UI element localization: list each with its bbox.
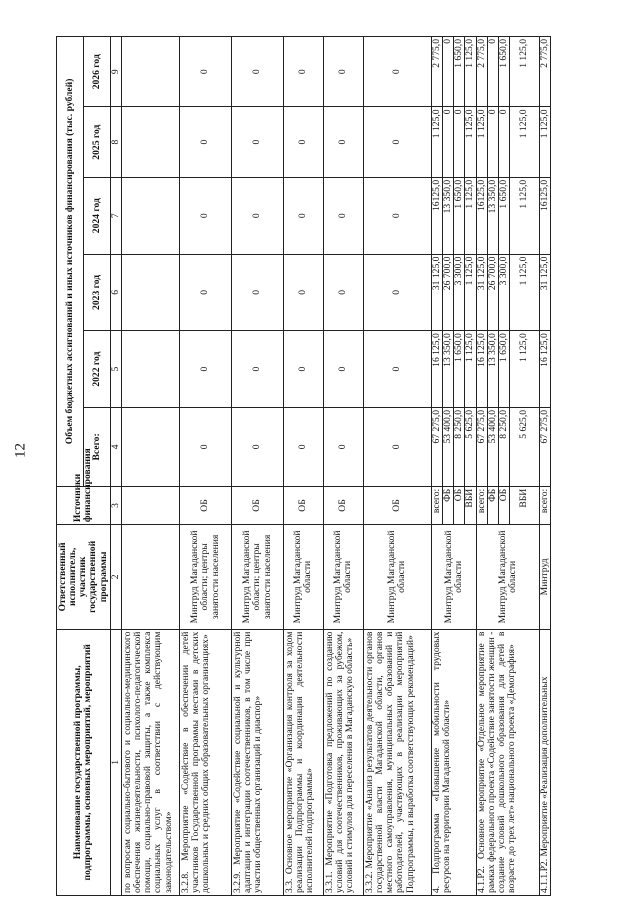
row-value: 1 125,0 [465,177,476,254]
row-value: 0 [231,107,283,177]
row-value: 0 [231,177,283,254]
header-name: Наименование государственной программы, подпрограммы, основных мероприятий, мероприятий [57,629,111,895]
row-value: 31 125,0 [431,254,442,331]
row-value: 0 [443,107,454,177]
row-value: 0 [363,177,431,254]
subprogram-executor: Минтруд Магаданской области [431,525,476,629]
row-value: 0 [363,254,431,331]
row-value: 1 125,0 [465,107,476,177]
row-name: 3.3.2. Мероприятие «Анализ результатов деятельности органов государственной власти Магаданской области, органов местного самоуправления, муниципальных образований и работодателей, участвующих в реализации мероприятий Подпрограммы, и выработка соответствующих рекомендаций» [363,629,431,895]
row-value: 0 [179,407,231,486]
row-value [121,107,179,177]
program-financing-table [56,36,551,896]
row-value: 0 [323,254,363,331]
header-year: 2023 год [83,254,110,331]
header-source: Источники финансирования [57,486,111,524]
row-executor: Минтруд Магаданской области [363,525,431,629]
row-value: 1 650,0 [454,177,465,254]
row-value: 16 125,0 [476,331,487,408]
row-source: ОБ [323,486,363,524]
row-value: 0 [283,331,323,408]
table-row [283,37,323,896]
row-value: 1 125,0 [510,331,540,408]
table-row [540,37,551,896]
row-value: 0 [323,177,363,254]
row-value: 16 125,0 [431,331,442,408]
row-value: 0 [283,177,323,254]
row-name: по вопросам социально-бытового и социально-медицинского обеспечения жизнедеятельности, психолого-педагогической помощи, социально-правовой защиты, а также комплекса социальных услуг в соответствии с действующим законодательством» [121,629,179,895]
row-source: ОБ [179,486,231,524]
table-row [363,37,431,896]
page-number: 12 [12,443,29,458]
row-executor: Минтруд [540,525,551,629]
header-year: 2026 год [83,37,110,107]
row-value: 1 125,0 [540,107,551,177]
row-value: 0 [363,331,431,408]
column-index: 2 [110,525,121,629]
column-index: 8 [110,107,121,177]
row-source: ФБ [487,486,498,524]
row-value: 13 350,0 [443,331,454,408]
row-value: 16125,0 [476,177,487,254]
row-executor [121,525,179,629]
row-value: 2 775,0 [431,37,442,107]
rotated-table-area [56,36,626,896]
subprogram-name: 4. Подпрограмма «Повышение мобильности трудовых ресурсов на территории Магаданской области» [431,629,476,895]
header-executor: Ответственный исполнитель, участник государственной программы [57,525,111,629]
row-value: 31 125,0 [476,254,487,331]
row-value: 0 [231,254,283,331]
row-value: 2 775,0 [476,37,487,107]
row-executor: Минтруд Магаданской области [283,525,323,629]
row-value: 2 775,0 [540,37,551,107]
header-year: 2025 год [83,107,110,177]
row-value: 0 [283,407,323,486]
row-value: 1 125,0 [465,37,476,107]
row-value: 0 [283,37,323,107]
row-value [121,331,179,408]
row-value: 0 [231,37,283,107]
row-source: всего: [540,486,551,524]
column-index: 5 [110,331,121,408]
row-value: 1 125,0 [510,254,540,331]
row-value: 0 [283,254,323,331]
main-activity-executor: Минтруд Магаданской области [476,525,539,629]
row-source [121,486,179,524]
row-name: 3.2.8. Мероприятие «Содействие в обеспечении детей участников Государственной программы местами в детских дошкольных и средних общих образовательных организациях» [179,629,231,895]
row-value: 67 275,0 [540,407,551,486]
table-row [476,37,487,896]
row-source: ВБИ [465,486,476,524]
row-value: 26 700,0 [487,254,498,331]
row-value: 0 [283,107,323,177]
row-value: 0 [323,107,363,177]
row-source: ОБ [454,486,465,524]
row-value: 1 650,0 [498,177,509,254]
row-value: 0 [363,37,431,107]
row-source: ФБ [443,486,454,524]
row-name: 3.3. Основное мероприятие «Организация контроля за ходом реализации Подпрограммы и координация деятельности исполнителей подпрограммы» [283,629,323,895]
row-value [121,254,179,331]
column-index: 9 [110,37,121,107]
row-value: 13 350,0 [443,177,454,254]
row-value: 0 [179,177,231,254]
row-value: 0 [487,37,498,107]
row-value: 0 [179,107,231,177]
column-index: 7 [110,177,121,254]
row-value: 0 [231,331,283,408]
row-value: 5 625,0 [465,407,476,486]
table-row [431,37,442,896]
row-source: ОБ [498,486,509,524]
row-value: 1 650,0 [454,37,465,107]
row-value: 0 [323,331,363,408]
row-value: 0 [179,331,231,408]
row-value: 0 [323,37,363,107]
row-executor: Минтруд Магаданской области; центры занятости населения [179,525,231,629]
header-year: 2022 год [83,331,110,408]
main-activity-name: 4.1.Р2. Основное мероприятие «Отдельное мероприятие в рамках федерального проекта «Содействие занятости женщин - создание условий дошкольного образования для детей в возрасте до трех лет» национального проекта «Демография» [476,629,539,895]
row-value: 0 [179,254,231,331]
header-total: Всего: [83,407,110,486]
row-value: 1 125,0 [431,107,442,177]
row-value: 16 125,0 [540,331,551,408]
row-value: 8 250,0 [454,407,465,486]
row-value: 0 [498,107,509,177]
row-value: 1 125,0 [476,107,487,177]
table-row [323,37,363,896]
row-value: 5 625,0 [510,407,540,486]
row-value: 16125,0 [540,177,551,254]
row-value [121,37,179,107]
row-executor: Минтруд Магаданской области; центры занятости населения [231,525,283,629]
row-value: 1 125,0 [510,177,540,254]
row-value: 1 650,0 [454,331,465,408]
row-name: 4.1.1.Р2. Мероприятие «Реализация дополнительных [540,629,551,895]
row-value: 1 125,0 [465,254,476,331]
row-value: 0 [363,107,431,177]
row-value: 26 700,0 [443,254,454,331]
row-source: ОБ [231,486,283,524]
row-name: 3.3.1. Мероприятие «Подготовка предложений по созданию условий для соотечественников, проживающих за рубежом, условий и стимулов для переселения в Магаданскую область» [323,629,363,895]
row-value [121,407,179,486]
row-value: 13 350,0 [487,331,498,408]
row-value: 0 [323,407,363,486]
row-source: всего: [431,486,442,524]
row-name: 3.2.9. Мероприятие «Содействие социальной и культурной адаптации и интеграции соотечественников, в том числе при участии общественных организаций и диаспор» [231,629,283,895]
row-source: ОБ [363,486,431,524]
column-index: 3 [110,486,121,524]
table-row [179,37,231,896]
column-index: 6 [110,254,121,331]
row-value: 1 650,0 [498,37,509,107]
column-index: 1 [110,629,121,895]
row-value: 0 [443,37,454,107]
row-value: 1 125,0 [510,37,540,107]
row-value: 16125,0 [431,177,442,254]
row-value: 31 125,0 [540,254,551,331]
row-source: ВБИ [510,486,540,524]
row-value: 3 300,0 [498,254,509,331]
row-value: 0 [363,407,431,486]
row-value: 53 400,0 [443,407,454,486]
row-source: ОБ [283,486,323,524]
header-volume: Объем бюджетных ассигнований и иных источников финансирования (тыс. рублей) [57,37,84,487]
row-value: 53 400,0 [487,407,498,486]
row-value: 0 [231,407,283,486]
row-value: 8 250,0 [498,407,509,486]
row-source: всего: [476,486,487,524]
column-index: 4 [110,407,121,486]
row-value: 67 275,0 [476,407,487,486]
row-executor: Минтруд Магаданской области [323,525,363,629]
table-row [231,37,283,896]
row-value: 1 125,0 [465,331,476,408]
header-year: 2024 год [83,177,110,254]
row-value: 1 125,0 [510,107,540,177]
row-value: 0 [179,37,231,107]
table-row [121,37,179,896]
row-value: 0 [454,107,465,177]
row-value: 67 275,0 [431,407,442,486]
row-value: 1 650,0 [498,331,509,408]
row-value: 0 [487,107,498,177]
row-value: 3 300,0 [454,254,465,331]
row-value [121,177,179,254]
row-value: 13 350,0 [487,177,498,254]
